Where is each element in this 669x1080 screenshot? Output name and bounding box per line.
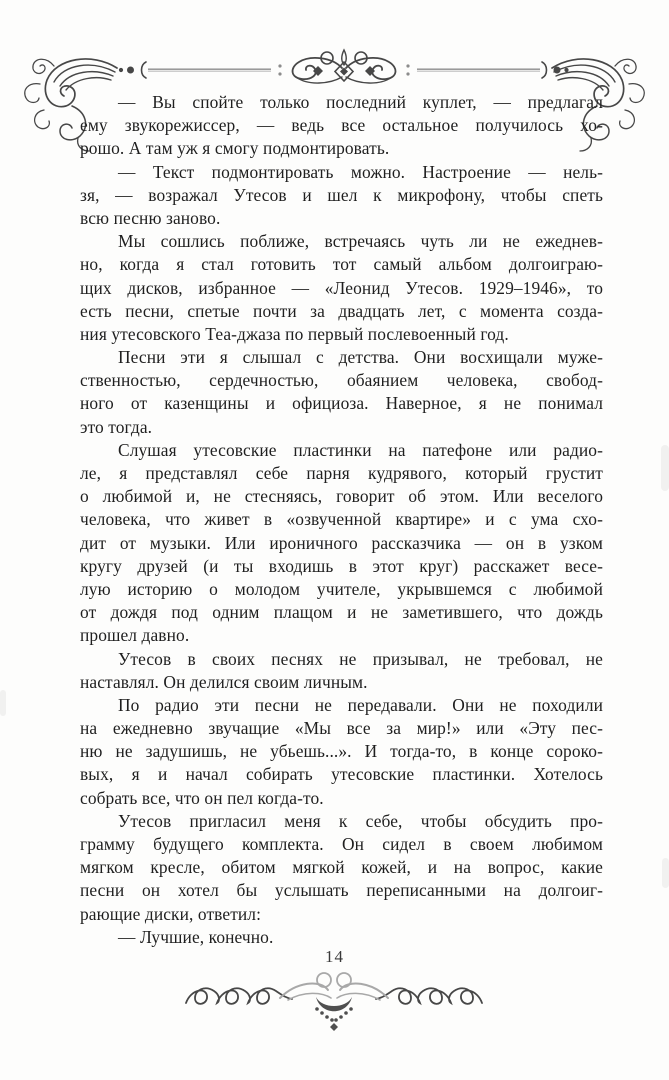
text-line: песни он хотел бы услышать переписанными на долгоиг- (80, 880, 603, 901)
text-line: на ежедневно звучащие «Мы все за мир!» или «Эту пес- (80, 718, 603, 739)
text-line: Слушая утесовские пластинки на патефоне или радио- (118, 439, 603, 460)
text-line: лую историю о молодом учителе, укрывшемся с любимой (80, 578, 603, 599)
text-line: — Лучшие, конечно. (118, 926, 274, 947)
text-line: щих дисков, избранное — «Леонид Утесов. 1929–1946», то (80, 277, 603, 298)
page-text (80, 91, 603, 949)
text-line: это тогда. (80, 416, 153, 437)
header-rule-left (119, 62, 282, 78)
text-line: человека, что живет в «озвученной квартире» и с ума схо- (80, 509, 603, 530)
text-line: мягком кресле, обитом мягкой кожей, и на вопрос, какие (80, 857, 603, 878)
text-line: ного от казенщины и официоза. Наверное, я не понимал (80, 393, 603, 414)
text-line: ния утесовского Теа-джаза по первый послевоенный год. (80, 323, 509, 344)
footer-loops-left-icon (186, 988, 292, 1003)
page-number: 14 (325, 947, 344, 966)
text-line: По радио эти песни не передавали. Они не походили (118, 694, 603, 715)
text-line: о любимой и, не стесняясь, говорит об этом. Или веселого (80, 486, 603, 507)
text-line: вых, я и начал собирать утесовские пластинки. Хотелось (80, 764, 603, 785)
text-line: рающие диски, ответил: (80, 903, 262, 924)
text-line: собрать все, что он пел когда-то. (80, 787, 324, 808)
scan-smudge (662, 858, 669, 888)
text-line: — Вы спойте только последний куплет, — предлагал (118, 92, 603, 112)
text-line: ле, я представлял себе парня кудрявого, который грустит (80, 463, 603, 483)
header-rule-right (406, 62, 568, 78)
text-line: всю песню заново. (80, 207, 221, 228)
footer-ornament (184, 966, 484, 1038)
text-line: Песни эти я слышал с детства. Они восхищали муже- (118, 347, 603, 368)
text-line: — Текст подмонтировать можно. Настроение — нель- (118, 161, 603, 182)
text-line: ему звукорежиссер, — ведь все остальное получилось хо- (80, 115, 603, 136)
header-scroll-center-icon (293, 50, 396, 83)
text-line: но, когда я стал готовить тот самый альбом долгоиграю- (80, 254, 603, 275)
scan-smudge (661, 445, 669, 491)
text-line: Мы сошлись поближе, встречаясь чуть ли не ежеднев- (118, 231, 603, 252)
scan-smudge (0, 690, 6, 716)
text-line: от дождя под одним плащом и не заметившего, что дождь (80, 602, 603, 623)
footer-loops-right-icon (376, 988, 482, 1003)
text-line: грамму будущего комплекта. Он сидел в своем любимом (80, 834, 603, 854)
text-line: есть песни, спетые почти за двадцать лет, с момента созда- (80, 300, 603, 321)
text-line: дит от музыки. Или ироничного рассказчика — он в узком (80, 532, 603, 553)
text-line: зя, — возражал Утесов и шел к микрофону, чтобы спеть (80, 184, 603, 205)
footer-shell-icon (280, 973, 388, 1031)
text-line: ственностью, сердечностью, обаянием человека, свобод- (80, 370, 603, 391)
text-line: прошел давно. (80, 625, 190, 646)
text-line: наставлял. Он делился своим личным. (80, 671, 368, 692)
text-line: рошо. А там уж я смогу подмонтировать. (80, 138, 390, 159)
text-line: кругу друзей (и ты входишь в этот круг) расскажет весе- (80, 555, 603, 576)
text-line: Утесов в своих песнях не призывал, не требовал, не (118, 648, 603, 669)
text-line: Утесов пригласил меня к себе, чтобы обсудить про- (118, 810, 603, 831)
text-line: ню не задушишь, не убьешь...». И тогда-то, в конце сороко- (80, 741, 603, 762)
